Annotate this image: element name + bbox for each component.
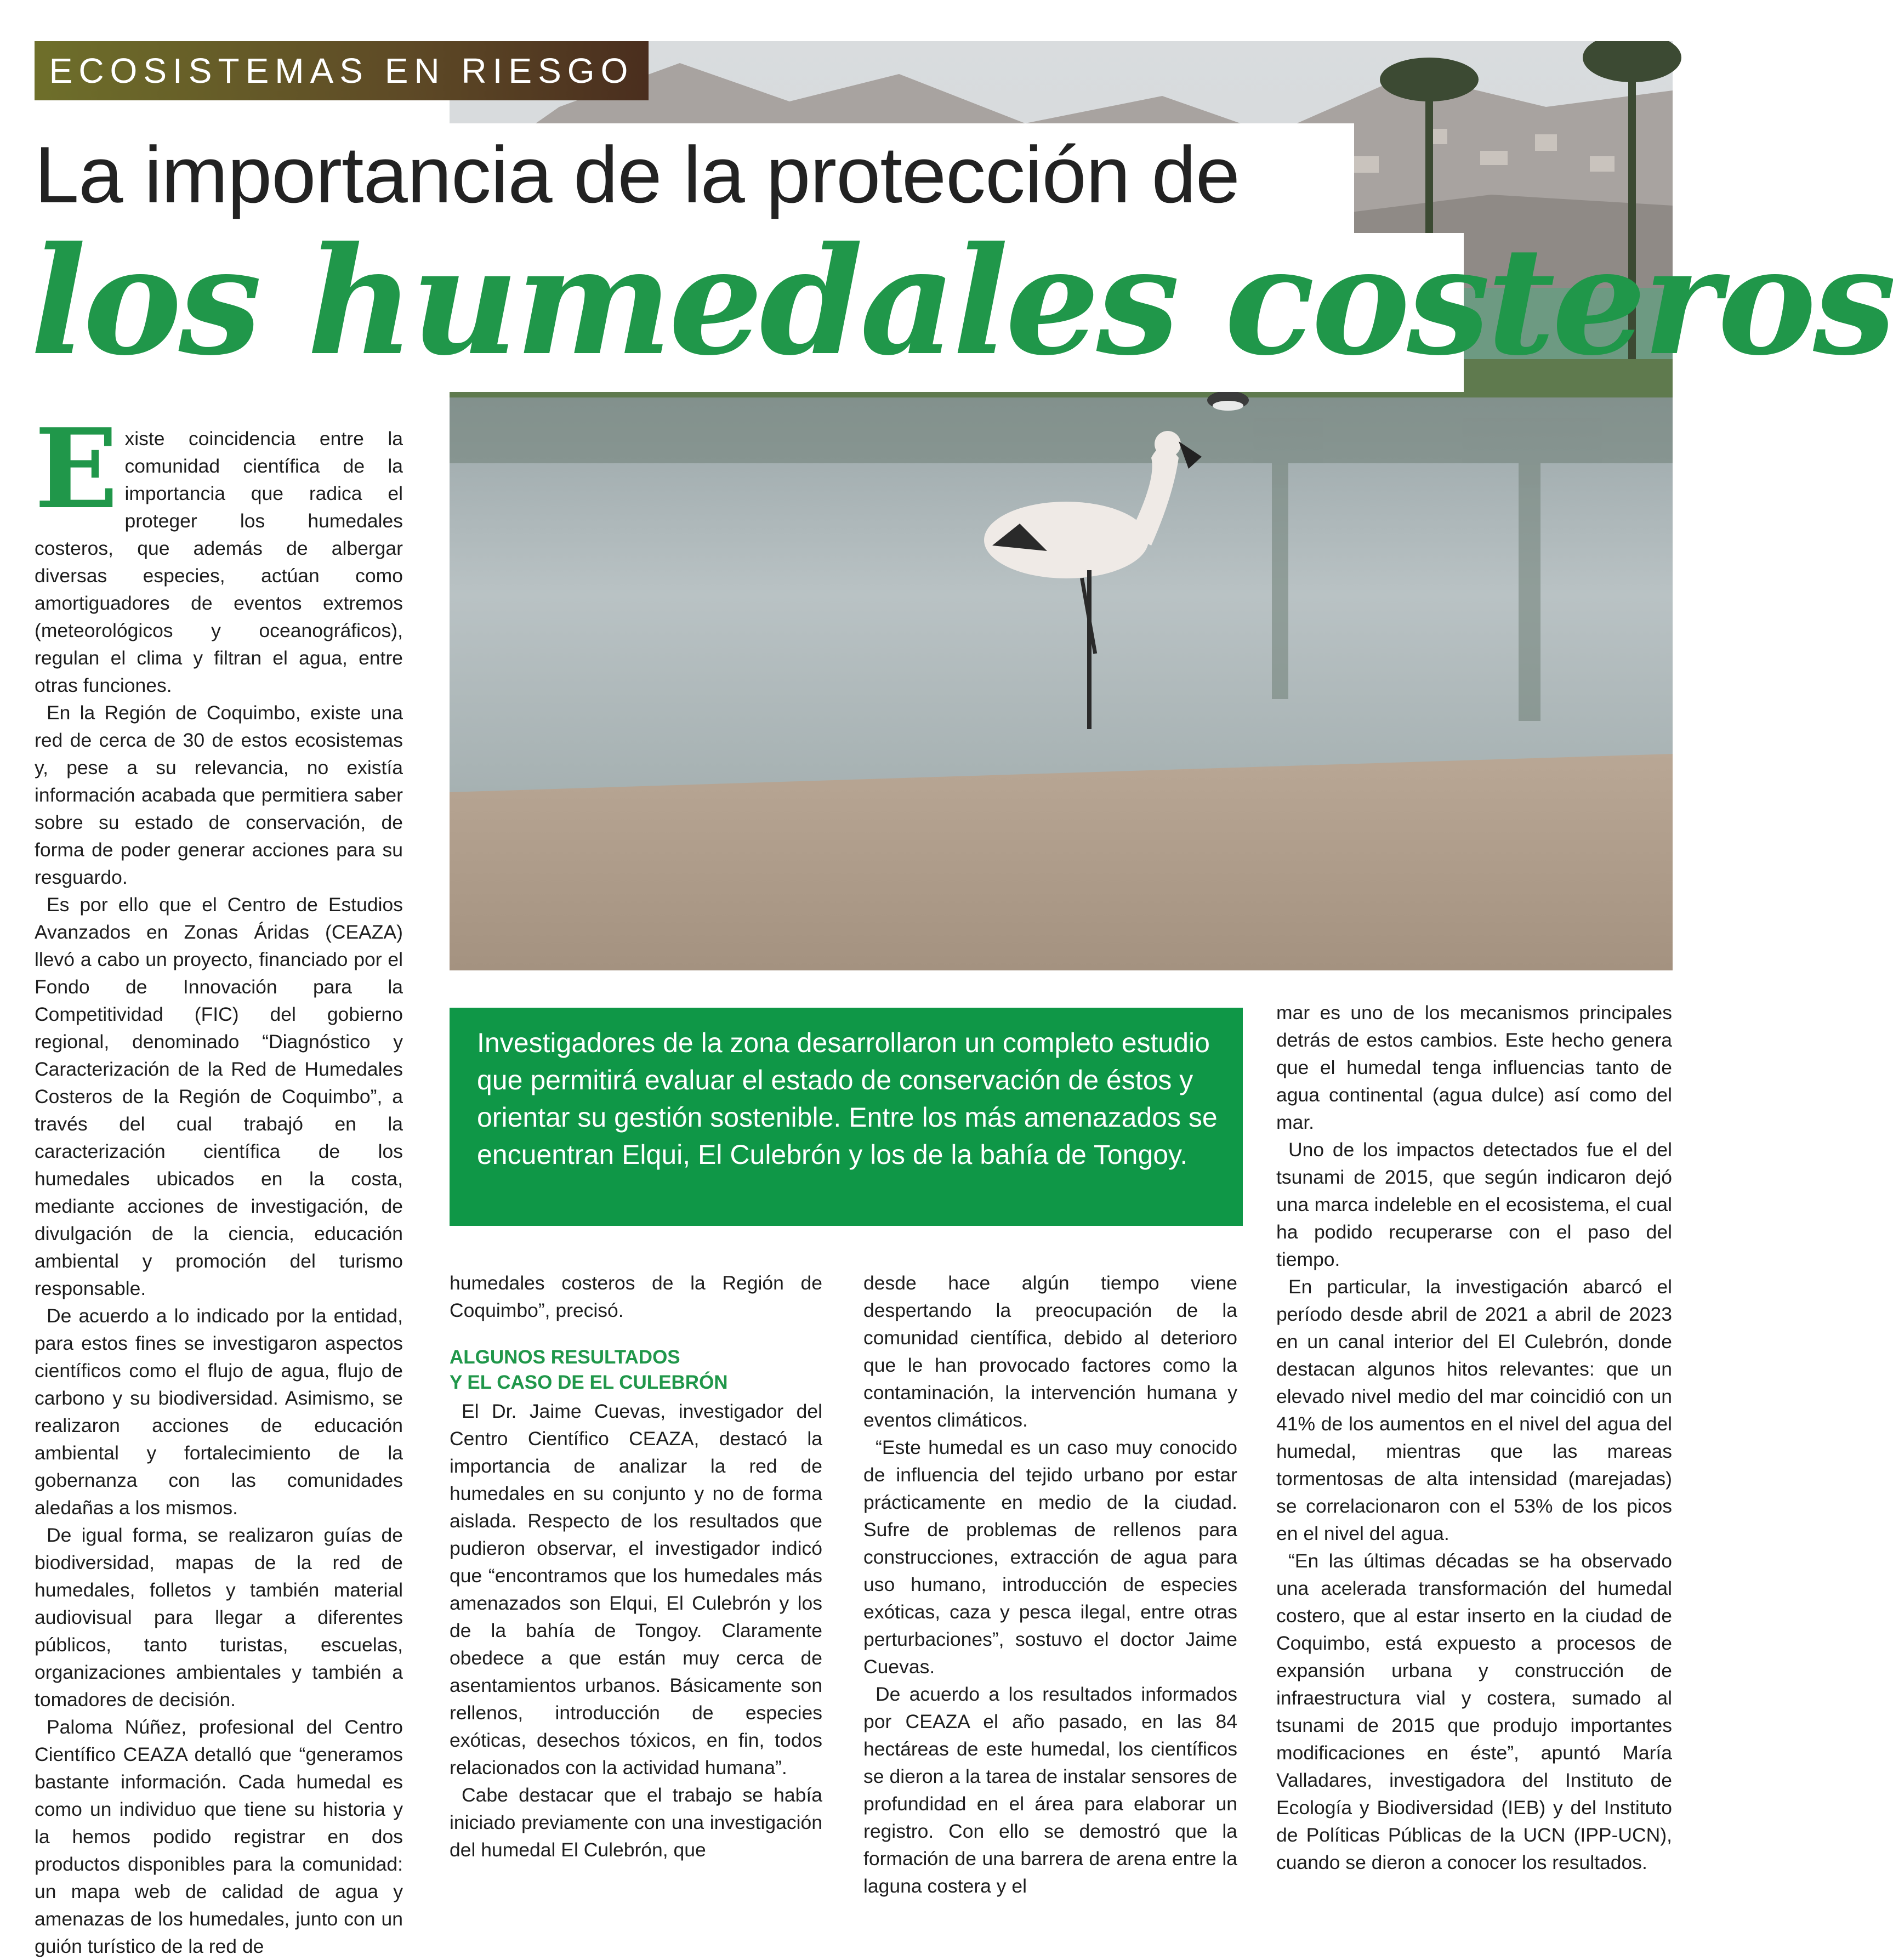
paragraph: De igual forma, se realizaron guías de biodiversidad, mapas de la red de humedales, folletos y también material audiovisual para llegar a diferentes públicos, tanto turistas, escuelas, organizaciones ambientales y también a tomadores de decisión. [35,1524,403,1711]
pull-quote-text: Investigadores de la zona desarrollaron un completo estudio que permitirá evaluar el estado de conservación de éstos y orientar su gestión sostenible. Entre los más amenazados se encuentran Elqui, El Culebrón y los de la bahía de Tongoy. [477,1027,1218,1170]
article-column-2 [450,1269,822,1864]
paragraph: “Este humedal es un caso muy conocido de influencia del tejido urbano por estar prácticamente en medio de la ciudad. Sufre de problemas de rellenos para construcciones, extracción de agua para uso humano, introducción de especies exóticas, caza y pesca ilegal, entre otras perturbaciones”, sostuvo el doctor Jaime Cuevas. [863,1436,1237,1678]
paragraph: Uno de los impactos detectados fue el del tsunami de 2015, que según indicaron dejó una marca indeleble en el ecosistema, el cual ha podido recuperarse con el paso del tiempo. [1276,1139,1672,1270]
paragraph: desde hace algún tiempo viene despertando la preocupación de la comunidad científica, debido al deterioro que le han provocado factores como la contaminación, la intervención humana y eventos climáticos. [863,1272,1237,1431]
paragraph: Es por ello que el Centro de Estudios Avanzados en Zonas Áridas (CEAZA) llevó a cabo un proyecto, financiado por el Fondo de Innovación para la Competitividad (FIC) del gobierno regional, denominado “Diagnóstico y Caracterización de la Red de Humedales Costeros de la Región de Coquimbo”, a través del cual trabajó en la caracterización científica de los humedales ubicados en la costa, mediante acciones de investigación, de divulgación de la ciencia, educación ambiental y promoción del turismo responsable. [35,894,403,1299]
paragraph: Paloma Núñez, profesional del Centro Científico CEAZA detalló que “generamos bastante información. Cada humedal es como un individuo que tiene su historia y la hemos podido registrar en dos productos disponibles para la comunidad: un mapa web de calidad de agua y amenazas de los humedales, junto con un guión turístico de la red de [35,1716,403,1957]
article-column-3 [863,1269,1237,1900]
header-whitespace-top [0,0,1706,41]
headline-line-2: los humedales costeros [30,214,1893,388]
paragraph: xiste coincidencia entre la comunidad científica de la importancia que radica el proteger los humedales costeros, que además de albergar diversas especies, actúan como amortiguadores de eventos extremos (meteorológicos y oceanográficos), regulan el clima y filtran el agua, entre otras funciones. [35,428,403,696]
paragraph: mar es uno de los mecanismos principales detrás de estos cambios. Este hecho genera que el humedal tenga influencias tanto de agua continental (agua dulce) así como del mar. [1276,1002,1672,1133]
article-column-1 [35,405,403,1960]
paragraph: En la Región de Coquimbo, existe una red de cerca de 30 de estos ecosistemas y, pese a su relevancia, no existía información acabada que permitiera saber sobre su estado de conservación, de forma de poder generar acciones para su resguardo. [35,702,403,888]
subheading-line-1: ALGUNOS RESULTADOS [450,1347,680,1368]
section-label [35,41,649,100]
paragraph: El Dr. Jaime Cuevas, investigador del Centro Científico CEAZA, destacó la importancia de analizar la red de humedales en su conjunto y no de forma aislada. Respecto de los resultados que pudieron observar, el investigador indicó que “encontramos que los humedales más amenazados son Elqui, El Culebrón y los de la bahía de Tongoy. Claramente obedece a que están muy cerca de asentamientos urbanos. Básicamente son rellenos, introducción de especies exóticas, desechos tóxicos, en fin, todos relacionados con la actividad humana”. [450,1400,822,1779]
paragraph: Cabe destacar que el trabajo se había iniciado previamente con una investigación del humedal El Culebrón, que [450,1784,822,1861]
headline-line-1: La importancia de la protección de [35,130,1240,219]
drop-cap: E [35,405,118,533]
paragraph: De acuerdo a los resultados informados por CEAZA el año pasado, en las 84 hectáreas de este humedal, los científicos se dieron a la tarea de instalar sensores de profundidad en el área para elaborar un registro. Con ello se demostró que la formación de una barrera de arena entre la laguna costera y el [863,1683,1237,1897]
subheading-line-2: Y EL CASO DE EL CULEBRÓN [450,1372,728,1393]
paragraph: humedales costeros de la Región de Coquimbo”, precisó. [450,1272,822,1321]
paragraph: En particular, la investigación abarcó el período desde abril de 2021 a abril de 2023 en un canal interior del El Culebrón, donde destacan algunos hitos relevantes: que un elevado nivel medio del mar coincidió con un 41% de los aumentos en el nivel del agua del humedal, mientras que las mareas tormentosas de alta intensidad (marejadas) se correlacionaron con el 53% de los picos en el nivel del agua. [1276,1276,1672,1544]
section-label-text: ECOSISTEMAS EN RIESGO [49,51,634,90]
paragraph: De acuerdo a lo indicado por la entidad, para estos fines se investigaron aspectos científicos como el flujo de agua, flujo de carbono y su biodiversidad. Asimismo, se realizaron acciones de educación ambiental y fortalecimiento de la gobernanza con las comunidades aledañas a los mismos. [35,1305,403,1519]
subheading [450,1345,822,1395]
pull-quote-box [450,1008,1243,1226]
article-column-4 [1276,999,1672,1876]
paragraph: “En las últimas décadas se ha observado una acelerada transformación del humedal costero, que al estar inserto en la ciudad de Coquimbo, está expuesto a procesos de expansión urbana y construcción de infraestructura vial y costera, sumado al tsunami de 2015 que produjo importantes modificaciones en éste”, apuntó María Valladares, investigadora del Instituto de Ecología y Biodiversidad (IEB) y del Instituto de Políticas Públicas de la UCN (IPP-UCN), cuando se dieron a conocer los resultados. [1276,1550,1672,1873]
